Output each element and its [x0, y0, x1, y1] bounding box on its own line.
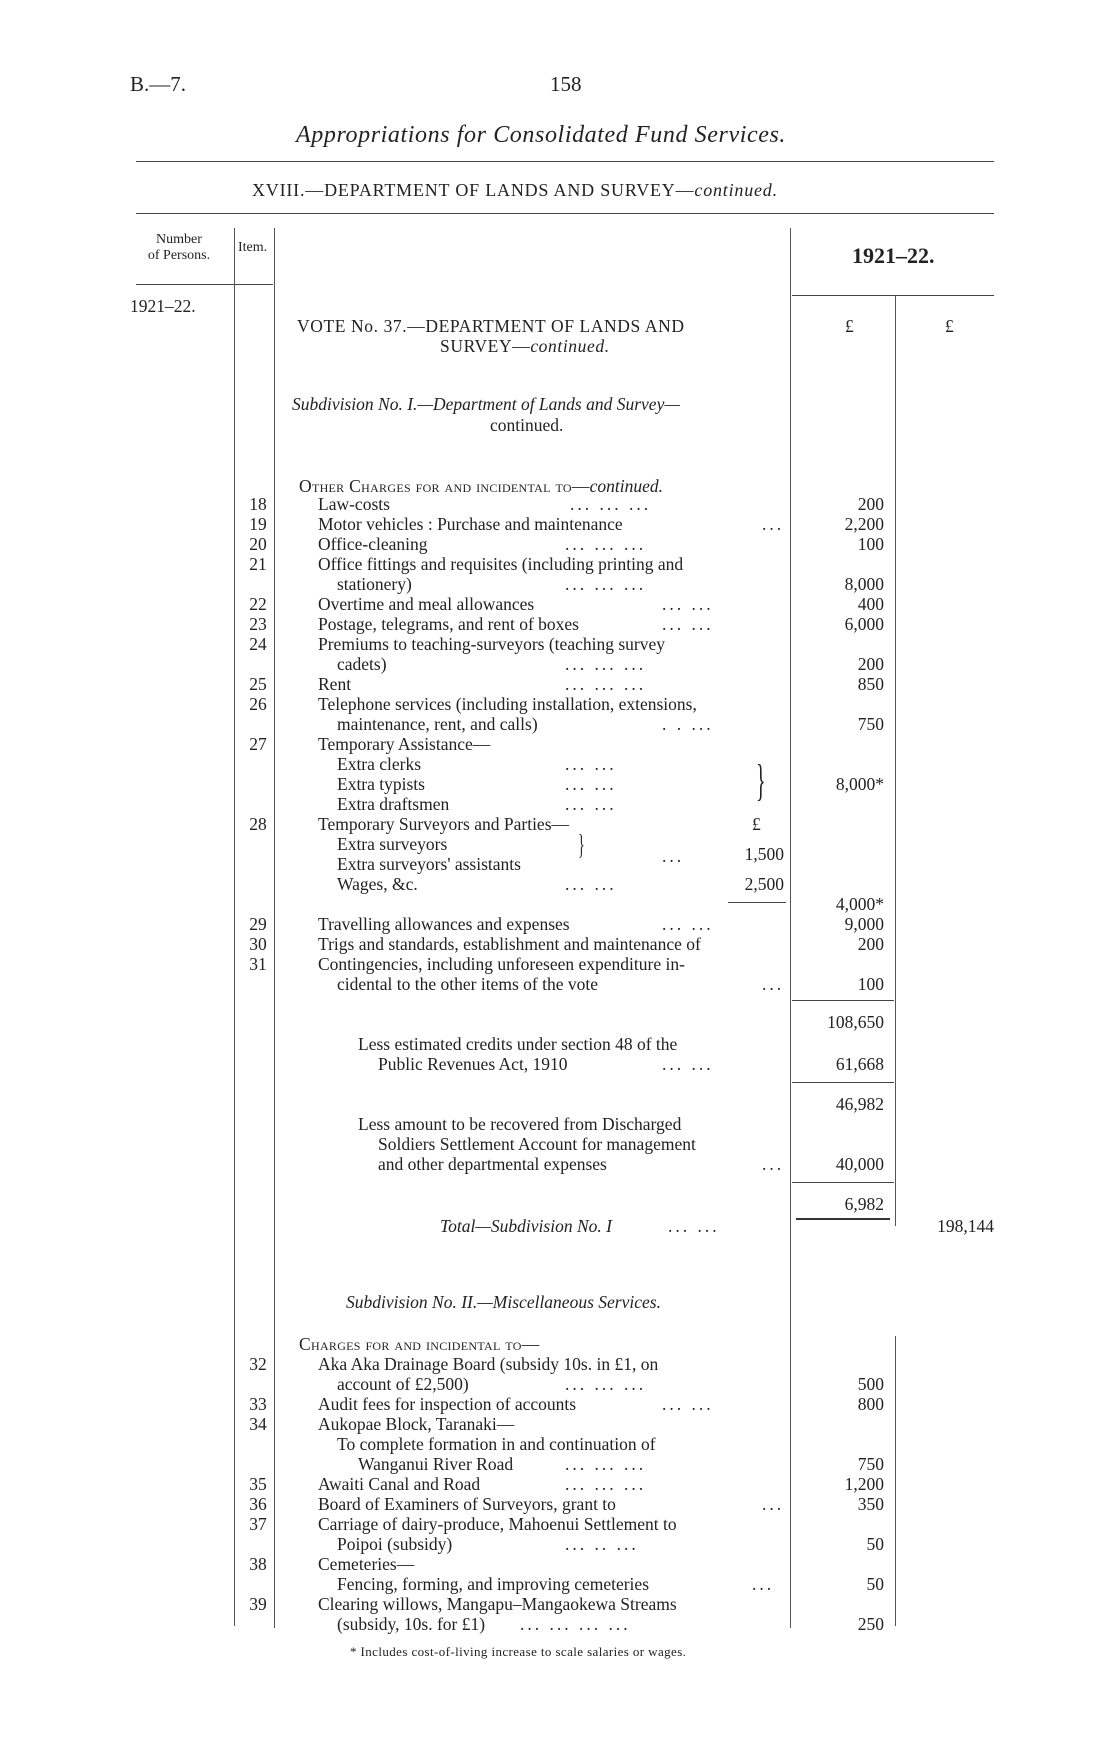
item-description-cont: account of £2,500) [337, 1374, 469, 1394]
item-amount: 250 [857, 1614, 884, 1634]
item-description: Clearing willows, Mangapu–Mangaokewa Streams [318, 1594, 677, 1614]
item-description-cont: Wanganui River Road [358, 1454, 514, 1474]
leader-dots: ... ... [662, 594, 714, 614]
item-description-cont: (subsidy, 10s. for £1) [337, 1614, 486, 1634]
item-description: Office fittings and requisites (including printing and [318, 554, 684, 574]
item-sub-line: Extra draftsmen [337, 794, 450, 814]
leader-dots: . . ... [662, 714, 714, 734]
item-number: 19 [249, 514, 267, 534]
item-amount: 100 [857, 974, 884, 994]
item-description: Office-cleaning [318, 534, 428, 554]
leader-dots: ... [762, 1154, 785, 1174]
total-label: Total—Subdivision No. I [440, 1216, 612, 1236]
item-number: 22 [249, 594, 267, 614]
charges-heading: Charges for and incidental to— [299, 1334, 540, 1354]
item-amount: 400 [857, 594, 884, 614]
item-description-cont: cidental to the other items of the vote [337, 974, 598, 994]
item-description: Temporary Assistance— [318, 734, 491, 754]
item-number: 24 [249, 634, 267, 654]
item-description: Rent [318, 674, 352, 694]
item-number: 38 [249, 1554, 267, 1574]
item-amount: 800 [857, 1394, 884, 1414]
document-reference: B.—7. [130, 72, 187, 96]
leader-dots: ... .. ... [565, 1534, 639, 1554]
item-number: 26 [249, 694, 267, 714]
leader-dots: ... ... [565, 874, 617, 894]
item-amount: 8,000* [835, 774, 884, 794]
column-rule [790, 228, 791, 1628]
item-sub-line: Extra surveyors [337, 834, 448, 854]
leader-dots: ... ... ... [565, 654, 647, 674]
leader-dots: ... ... [565, 754, 617, 774]
item-number: 35 [249, 1474, 267, 1494]
item-number: 34 [249, 1414, 267, 1434]
item-description: Temporary Surveyors and Parties— [318, 814, 570, 834]
item-amount: 50 [866, 1574, 884, 1594]
inner-amount: 1,500 [744, 844, 784, 864]
item-description-cont: Poipoi (subsidy) [337, 1534, 453, 1554]
rule [792, 1082, 894, 1083]
column-rule [895, 296, 896, 1226]
column-rule [895, 1336, 896, 1626]
item-description: Travelling allowances and expenses [318, 914, 570, 934]
leader-dots: ... ... ... [565, 574, 647, 594]
item-number: 21 [249, 554, 267, 574]
item-amount: 350 [857, 1494, 884, 1514]
item-description: Board of Examiners of Surveyors, grant to [318, 1494, 616, 1514]
item-description-cont: cadets) [337, 654, 387, 674]
inner-amount: 2,500 [744, 874, 784, 894]
persons-column-header: Number of Persons. [147, 232, 211, 263]
leader-dots: ... ... ... ... [520, 1614, 631, 1634]
subdivision-2-heading: Subdivision No. II.—Miscellaneous Services. [346, 1292, 661, 1312]
item-number: 20 [249, 534, 267, 554]
leader-dots: ... [752, 1574, 775, 1594]
less-recovered-label-cont: and other departmental expenses [378, 1154, 607, 1174]
item-description: Contingencies, including unforeseen expenditure in- [318, 954, 685, 974]
item-amount: 100 [857, 534, 884, 554]
item-description: Motor vehicles : Purchase and maintenance [318, 514, 623, 534]
brace-icon: } [578, 830, 585, 861]
item-description-cont: Fencing, forming, and improving cemeteries [337, 1574, 650, 1594]
subtotal: 6,982 [844, 1194, 884, 1214]
item-description-cont: maintenance, rent, and calls) [337, 714, 538, 734]
subtotal: 108,650 [827, 1012, 884, 1032]
item-description: Aka Aka Drainage Board (subsidy 10s. in £1, on [318, 1354, 659, 1374]
vote-heading: VOTE No. 37.—DEPARTMENT OF LANDS AND [297, 316, 685, 336]
item-number: 31 [249, 954, 267, 974]
column-rule [274, 228, 275, 1628]
less-recovered-label: Less amount to be recovered from Discharged [358, 1114, 682, 1134]
item-number: 18 [249, 494, 267, 514]
item-amount: 1,200 [844, 1474, 884, 1494]
item-description: Premiums to teaching-surveyors (teaching survey [318, 634, 665, 654]
item-description: Carriage of dairy-produce, Mahoenui Settlement to [318, 1514, 677, 1534]
item-description: Awaiti Canal and Road [318, 1474, 481, 1494]
less-credits-amount: 61,668 [835, 1054, 884, 1074]
item-description: Overtime and meal allowances [318, 594, 535, 614]
column-rule [234, 228, 235, 1626]
item-description: Trigs and standards, establishment and maintenance of [318, 934, 701, 954]
page-number: 158 [550, 72, 582, 96]
item-number: 28 [249, 814, 267, 834]
item-number: 29 [249, 914, 267, 934]
item-sub-line: Extra clerks [337, 754, 422, 774]
item-description: Cemeteries— [318, 1554, 415, 1574]
item-number: 30 [249, 934, 267, 954]
year-column-header: 1921–22. [852, 243, 935, 268]
rule [728, 902, 786, 903]
less-credits-label-cont: Public Revenues Act, 1910 [378, 1054, 568, 1074]
pound-header-2: £ [945, 316, 954, 336]
item-number: 36 [249, 1494, 267, 1514]
item-amount: 200 [857, 654, 884, 674]
item-description: Aukopae Block, Taranaki— [318, 1414, 515, 1434]
subdivision-heading: Subdivision No. I.—Department of Lands and Survey— [292, 394, 680, 414]
leader-dots: ... ... [565, 794, 617, 814]
leader-dots: ... [762, 514, 785, 534]
subdivision-heading-cont: continued. [490, 415, 564, 435]
item-number: 25 [249, 674, 267, 694]
rule [136, 213, 994, 214]
inner-pound-sign: £ [752, 814, 761, 834]
leader-dots: ... [762, 974, 785, 994]
item-amount: 2,200 [844, 514, 884, 534]
pound-header-1: £ [845, 316, 854, 336]
item-sub-line: Extra surveyors' assistants [337, 854, 521, 874]
item-column-header: Item. [238, 240, 268, 255]
item-amount: 500 [857, 1374, 884, 1394]
leader-dots: ... [662, 846, 685, 866]
item-amount: 50 [866, 1534, 884, 1554]
item-amount: 6,000 [844, 614, 884, 634]
item-description: Audit fees for inspection of accounts [318, 1394, 577, 1414]
item-amount: 8,000 [844, 574, 884, 594]
rule [136, 284, 273, 285]
vote-heading-line2: SURVEY—continued. [440, 336, 610, 356]
rule [796, 1218, 890, 1220]
item-number: 27 [249, 734, 267, 754]
leader-dots: ... [762, 1494, 785, 1514]
leader-dots: ... ... [662, 1054, 714, 1074]
leader-dots: ... ... ... [565, 1474, 647, 1494]
leader-dots: ... ... ... [565, 1454, 647, 1474]
item-amount: 200 [857, 934, 884, 954]
less-credits-label: Less estimated credits under section 48 of the [358, 1034, 678, 1054]
rule [792, 295, 994, 296]
leader-dots: ... ... ... [570, 494, 652, 514]
item-number: 33 [249, 1394, 267, 1414]
total-amount: 198,144 [937, 1216, 994, 1236]
item-amount: 200 [857, 494, 884, 514]
brace-icon: } [756, 756, 766, 805]
item-sub-line: Extra typists [337, 774, 425, 794]
leader-dots: ... ... [565, 774, 617, 794]
item-description: Postage, telegrams, and rent of boxes [318, 614, 579, 634]
item-amount: 9,000 [844, 914, 884, 934]
leader-dots: ... ... [668, 1216, 720, 1236]
persons-year: 1921–22. [130, 296, 196, 316]
item-number: 37 [249, 1514, 267, 1534]
section-title: XVIII.—DEPARTMENT OF LANDS AND SURVEY—continued. [252, 180, 778, 200]
rule [792, 1000, 894, 1001]
item-description-cont: To complete formation in and continuation of [337, 1434, 656, 1454]
item-description-cont: stationery) [337, 574, 412, 594]
item-amount: 850 [857, 674, 884, 694]
leader-dots: ... ... ... [565, 1374, 647, 1394]
item-number: 32 [249, 1354, 267, 1374]
rule [792, 1182, 894, 1183]
item-number: 23 [249, 614, 267, 634]
item-description: Law-costs [318, 494, 390, 514]
page-title: Appropriations for Consolidated Fund Services. [296, 122, 787, 148]
item-amount: 750 [857, 1454, 884, 1474]
other-charges-heading: Other Charges for and incidental to—continued. [299, 476, 664, 496]
less-recovered-amount: 40,000 [835, 1154, 884, 1174]
item-number: 39 [249, 1594, 267, 1614]
item-amount: 4,000* [835, 894, 884, 914]
rule [136, 161, 994, 162]
leader-dots: ... ... ... [565, 674, 647, 694]
leader-dots: ... ... [662, 614, 714, 634]
subtotal: 46,982 [835, 1094, 884, 1114]
leader-dots: ... ... ... [565, 534, 647, 554]
leader-dots: ... ... [662, 1394, 714, 1414]
item-sub-line: Wages, &c. [337, 874, 418, 894]
footnote: * Includes cost-of-living increase to scale salaries or wages. [350, 1644, 687, 1659]
item-amount: 750 [857, 714, 884, 734]
leader-dots: ... ... [662, 914, 714, 934]
item-description: Telephone services (including installation, extensions, [318, 694, 697, 714]
less-recovered-label-cont: Soldiers Settlement Account for management [378, 1134, 696, 1154]
